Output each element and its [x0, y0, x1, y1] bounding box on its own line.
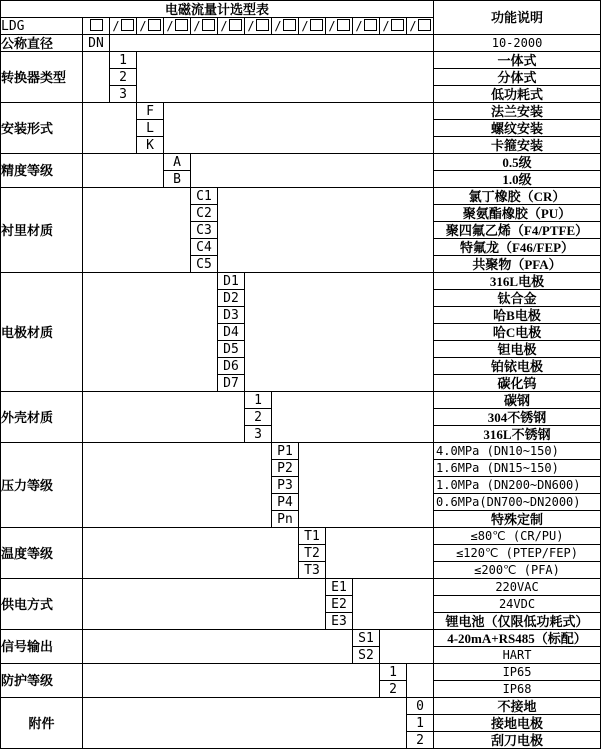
protection-rating-code-2: 2 [380, 681, 407, 698]
title-row [1, 1, 601, 18]
nominal-diameter-code-DN: DN [83, 35, 110, 52]
table-title: 电磁流量计选型表 [1, 1, 434, 18]
model-slot-4 [191, 18, 218, 35]
accessories-code-0: 0 [407, 698, 434, 715]
model-slot-8 [299, 18, 326, 35]
housing-material-code-2: 2 [245, 409, 272, 426]
accessories-code-2: 2 [407, 732, 434, 749]
electrode-material-desc-2: 哈B电极 [434, 307, 601, 324]
pressure-rating-code-Pn: Pn [272, 511, 299, 528]
installation-type-row-0 [1, 103, 601, 120]
power-supply-label: 供电方式 [1, 579, 83, 630]
accuracy-class-code-A: A [164, 154, 191, 171]
code-box-icon [202, 19, 215, 31]
electrode-material-filler-left [83, 273, 218, 392]
signal-output-desc-0: 4-20mA+RS485（标配） [434, 630, 601, 647]
electrode-material-filler-right [245, 273, 434, 392]
electrode-material-desc-5: 铂铱电极 [434, 358, 601, 375]
model-slot-5 [218, 18, 245, 35]
electrode-material-code-D5: D5 [218, 341, 245, 358]
code-box-icon [175, 19, 188, 31]
protection-rating-filler-right [407, 664, 434, 698]
function-description-header: 功能说明 [434, 1, 601, 35]
converter-type-label: 转换器类型 [1, 52, 83, 103]
accessories-desc-1: 接地电极 [434, 715, 601, 732]
model-slot-2 [137, 18, 164, 35]
housing-material-code-1: 1 [245, 392, 272, 409]
power-supply-code-E3: E3 [326, 613, 353, 630]
slash-mark: / [193, 18, 201, 33]
electrode-material-desc-1: 钛合金 [434, 290, 601, 307]
slash-mark: / [247, 18, 255, 33]
installation-type-desc-2: 卡箍安装 [434, 137, 601, 154]
accuracy-class-code-B: B [164, 171, 191, 188]
power-supply-row-0 [1, 579, 601, 596]
lining-material-desc-2: 聚四氟乙烯（F4/PTFE） [434, 222, 601, 239]
slash-mark: / [382, 18, 390, 33]
pressure-rating-row-0 [1, 443, 601, 460]
signal-output-label: 信号输出 [1, 630, 83, 664]
lining-material-desc-1: 聚氨酯橡胶（PU） [434, 205, 601, 222]
lining-material-filler-right [218, 188, 434, 273]
code-box-icon [337, 19, 350, 31]
converter-type-desc-0: 一体式 [434, 52, 601, 69]
accessories-code-1: 1 [407, 715, 434, 732]
slash-mark: / [166, 18, 174, 33]
code-box-icon [256, 19, 269, 31]
housing-material-label: 外壳材质 [1, 392, 83, 443]
temperature-rating-code-T3: T3 [299, 562, 326, 579]
housing-material-filler-right [272, 392, 434, 443]
electrode-material-code-D1: D1 [218, 273, 245, 290]
code-box-icon [364, 19, 377, 31]
protection-rating-label: 防护等级 [1, 664, 83, 698]
lining-material-code-C3: C3 [191, 222, 218, 239]
code-box-icon [148, 19, 161, 31]
installation-type-code-K: K [137, 137, 164, 154]
housing-material-desc-2: 316L不锈钢 [434, 426, 601, 443]
power-supply-desc-2: 锂电池（仅限低功耗式） [434, 613, 601, 630]
signal-output-code-S1: S1 [353, 630, 380, 647]
installation-type-label: 安装形式 [1, 103, 83, 154]
protection-rating-row-0 [1, 664, 601, 681]
signal-output-filler-right [380, 630, 434, 664]
electrode-material-desc-3: 哈C电极 [434, 324, 601, 341]
converter-type-filler-left [83, 52, 110, 103]
code-box-icon [121, 19, 134, 31]
protection-rating-code-1: 1 [380, 664, 407, 681]
pressure-rating-label: 压力等级 [1, 443, 83, 528]
accuracy-class-desc-1: 1.0级 [434, 171, 601, 188]
housing-material-desc-0: 碳钢 [434, 392, 601, 409]
pressure-rating-desc-3: 0.6MPa(DN700~DN2000) [434, 494, 601, 511]
model-slot-10 [353, 18, 380, 35]
signal-output-code-S2: S2 [353, 647, 380, 664]
pressure-rating-desc-2: 1.0MPa (DN200~DN600) [434, 477, 601, 494]
temperature-rating-desc-2: ≤200℃ (PFA) [434, 562, 601, 579]
pressure-rating-code-P3: P3 [272, 477, 299, 494]
pressure-rating-filler-right [299, 443, 434, 528]
model-slot-6 [245, 18, 272, 35]
protection-rating-desc-0: IP65 [434, 664, 601, 681]
lining-material-label: 衬里材质 [1, 188, 83, 273]
model-slot-3 [164, 18, 191, 35]
pressure-rating-desc-1: 1.6MPa (DN15~150) [434, 460, 601, 477]
signal-output-row-0 [1, 630, 601, 647]
model-slot-9 [326, 18, 353, 35]
accessories-desc-2: 刮刀电极 [434, 732, 601, 749]
lining-material-desc-3: 特氟龙（F46/FEP） [434, 239, 601, 256]
lining-material-code-C4: C4 [191, 239, 218, 256]
housing-material-filler-left [83, 392, 245, 443]
signal-output-filler-left [83, 630, 353, 664]
converter-type-filler-right [137, 52, 434, 103]
temperature-rating-filler-left [83, 528, 299, 579]
model-slot-7 [272, 18, 299, 35]
electrode-material-desc-6: 碳化钨 [434, 375, 601, 392]
installation-type-desc-0: 法兰安装 [434, 103, 601, 120]
electrode-material-code-D6: D6 [218, 358, 245, 375]
accessories-label: 附件 [1, 698, 83, 749]
lining-material-desc-4: 共聚物（PFA） [434, 256, 601, 273]
code-box-icon [90, 19, 103, 31]
code-box-icon [391, 19, 404, 31]
model-slot-11 [380, 18, 407, 35]
accuracy-class-desc-0: 0.5级 [434, 154, 601, 171]
nominal-diameter-label: 公称直径 [1, 35, 83, 52]
pressure-rating-code-P4: P4 [272, 494, 299, 511]
protection-rating-desc-1: IP68 [434, 681, 601, 698]
model-slot-12 [407, 18, 434, 35]
pressure-rating-desc-0: 4.0MPa (DN10~150) [434, 443, 601, 460]
code-box-icon [310, 19, 323, 31]
electrode-material-desc-4: 钽电极 [434, 341, 601, 358]
temperature-rating-filler-right [326, 528, 434, 579]
converter-type-desc-2: 低功耗式 [434, 86, 601, 103]
installation-type-code-F: F [137, 103, 164, 120]
electrode-material-code-D7: D7 [218, 375, 245, 392]
installation-type-desc-1: 螺纹安装 [434, 120, 601, 137]
pressure-rating-code-P1: P1 [272, 443, 299, 460]
temperature-rating-row-0 [1, 528, 601, 545]
slash-mark: / [139, 18, 147, 33]
temperature-rating-label: 温度等级 [1, 528, 83, 579]
slash-mark: / [112, 18, 120, 33]
accuracy-class-row-0 [1, 154, 601, 171]
temperature-rating-desc-0: ≤80℃ (CR/PU) [434, 528, 601, 545]
lining-material-code-C5: C5 [191, 256, 218, 273]
electrode-material-row-0 [1, 273, 601, 290]
temperature-rating-code-T2: T2 [299, 545, 326, 562]
code-box-icon [283, 19, 296, 31]
accessories-desc-0: 不接地 [434, 698, 601, 715]
model-slot-0 [83, 18, 110, 35]
power-supply-code-E2: E2 [326, 596, 353, 613]
nominal-diameter-desc-0: 10-2000 [434, 35, 601, 52]
slash-mark: / [301, 18, 309, 33]
lining-material-code-C1: C1 [191, 188, 218, 205]
housing-material-desc-1: 304不锈钢 [434, 409, 601, 426]
electrode-material-code-D4: D4 [218, 324, 245, 341]
power-supply-filler-left [83, 579, 326, 630]
temperature-rating-desc-1: ≤120℃ (PTEP/FEP) [434, 545, 601, 562]
electrode-material-code-D2: D2 [218, 290, 245, 307]
installation-type-filler-left [83, 103, 137, 154]
code-box-icon [418, 19, 431, 31]
lining-material-desc-0: 氯丁橡胶（CR） [434, 188, 601, 205]
accuracy-class-filler-right [191, 154, 434, 188]
nominal-diameter-row-0 [1, 35, 601, 52]
model-prefix: LDG [1, 18, 83, 35]
slash-mark: / [409, 18, 417, 33]
pressure-rating-filler-left [83, 443, 272, 528]
lining-material-row-0 [1, 188, 601, 205]
housing-material-code-3: 3 [245, 426, 272, 443]
accessories-filler-left [83, 698, 407, 749]
model-slot-1 [110, 18, 137, 35]
temperature-rating-code-T1: T1 [299, 528, 326, 545]
slash-mark: / [355, 18, 363, 33]
slash-mark: / [220, 18, 228, 33]
code-box-icon [229, 19, 242, 31]
electrode-material-label: 电极材质 [1, 273, 83, 392]
power-supply-desc-0: 220VAC [434, 579, 601, 596]
power-supply-filler-right [353, 579, 434, 630]
accessories-row-0 [1, 698, 601, 715]
installation-type-filler-right [164, 103, 434, 154]
converter-type-row-0 [1, 52, 601, 69]
installation-type-code-L: L [137, 120, 164, 137]
lining-material-filler-left [83, 188, 191, 273]
slash-mark: / [328, 18, 336, 33]
protection-rating-filler-left [83, 664, 380, 698]
lining-material-code-C2: C2 [191, 205, 218, 222]
housing-material-row-0 [1, 392, 601, 409]
power-supply-desc-1: 24VDC [434, 596, 601, 613]
electrode-material-code-D3: D3 [218, 307, 245, 324]
pressure-rating-code-P2: P2 [272, 460, 299, 477]
accuracy-class-label: 精度等级 [1, 154, 83, 188]
nominal-diameter-filler-right [110, 35, 434, 52]
slash-mark: / [274, 18, 282, 33]
converter-type-code-3: 3 [110, 86, 137, 103]
power-supply-code-E1: E1 [326, 579, 353, 596]
converter-type-code-2: 2 [110, 69, 137, 86]
accuracy-class-filler-left [83, 154, 164, 188]
converter-type-code-1: 1 [110, 52, 137, 69]
pressure-rating-desc-4: 特殊定制 [434, 511, 601, 528]
converter-type-desc-1: 分体式 [434, 69, 601, 86]
electrode-material-desc-0: 316L电极 [434, 273, 601, 290]
signal-output-desc-1: HART [434, 647, 601, 664]
